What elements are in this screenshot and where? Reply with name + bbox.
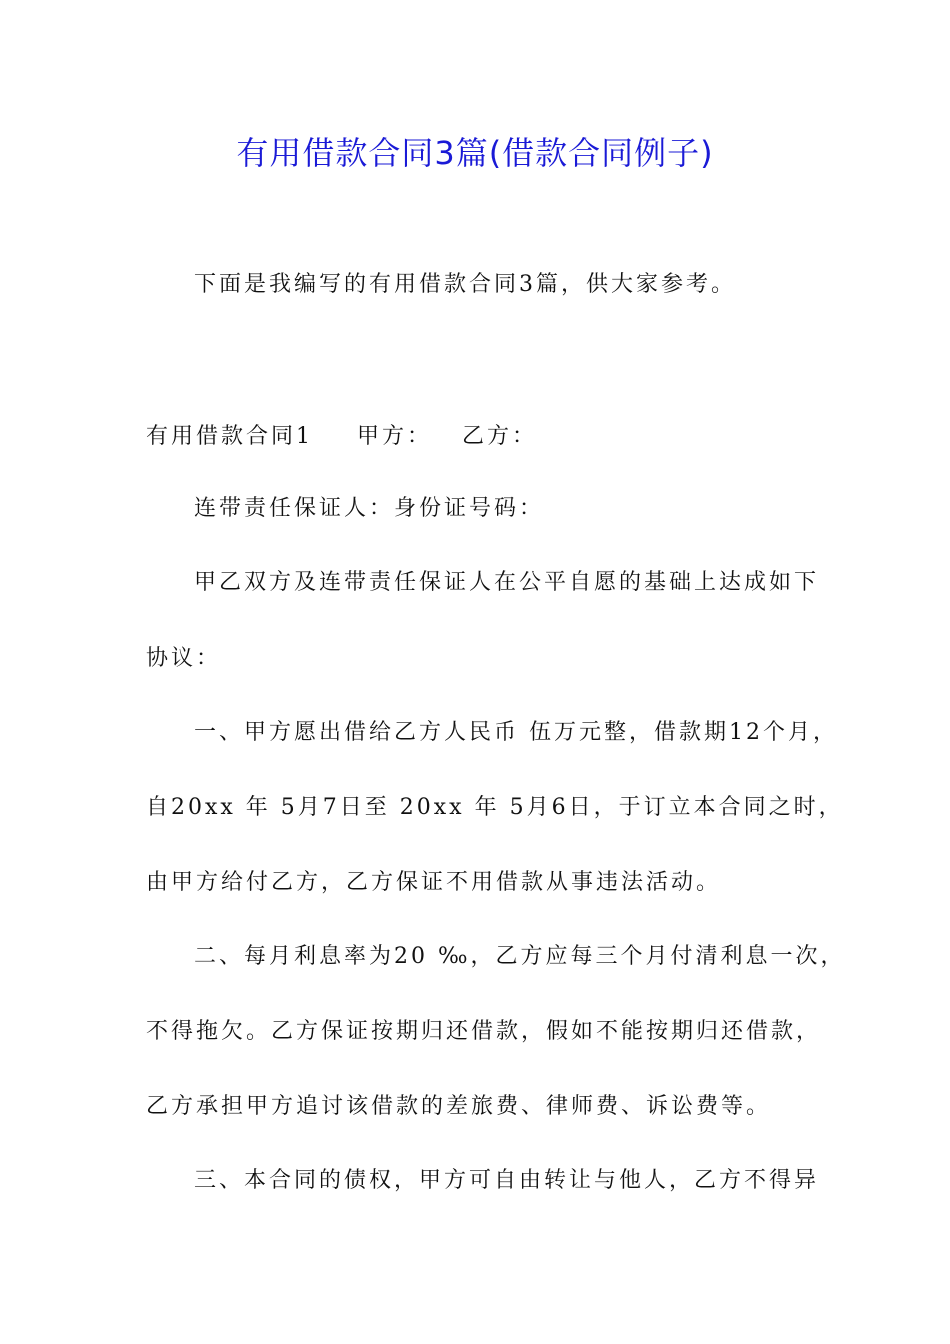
document-title: 有用借款合同3篇(借款合同例子) <box>236 134 714 172</box>
guarantor-line <box>194 492 544 526</box>
paragraph-line: 自20xx 年 5月7日至 20xx 年 5月6日，于订立本合同之时， <box>146 795 844 820</box>
paragraph-line: 协议： <box>146 646 222 671</box>
paragraph-line: 二、每月利息率为20 ‰，乙方应每三个月付清利息一次， <box>194 944 846 969</box>
paragraph-line: 由甲方给付乙方，乙方保证不用借款从事违法活动。 <box>146 870 722 895</box>
contract-heading-line <box>146 420 537 454</box>
contract-heading: 有用借款合同1 <box>146 424 313 449</box>
intro-paragraph: 下面是我编写的有用借款合同3篇，供大家参考。 <box>194 272 736 297</box>
paragraph-line: 乙方承担甲方追讨该借款的差旅费、律师费、诉讼费等。 <box>146 1094 772 1119</box>
paragraph-line: 甲乙双方及连带责任保证人在公平自愿的基础上达成如下 <box>194 570 820 595</box>
paragraph-line: 三、本合同的债权，甲方可自由转让与他人，乙方不得异 <box>194 1168 820 1193</box>
party-b-label: 乙方： <box>462 424 538 449</box>
party-a-label: 甲方： <box>357 424 433 449</box>
guarantor-label: 连带责任保证人： <box>194 496 395 521</box>
id-number-label: 身份证号码： <box>394 496 545 521</box>
paragraph-line: 不得拖欠。乙方保证按期归还借款，假如不能按期归还借款， <box>146 1019 822 1044</box>
paragraph-line: 一、甲方愿出借给乙方人民币 伍万元整，借款期12个月， <box>194 720 838 745</box>
